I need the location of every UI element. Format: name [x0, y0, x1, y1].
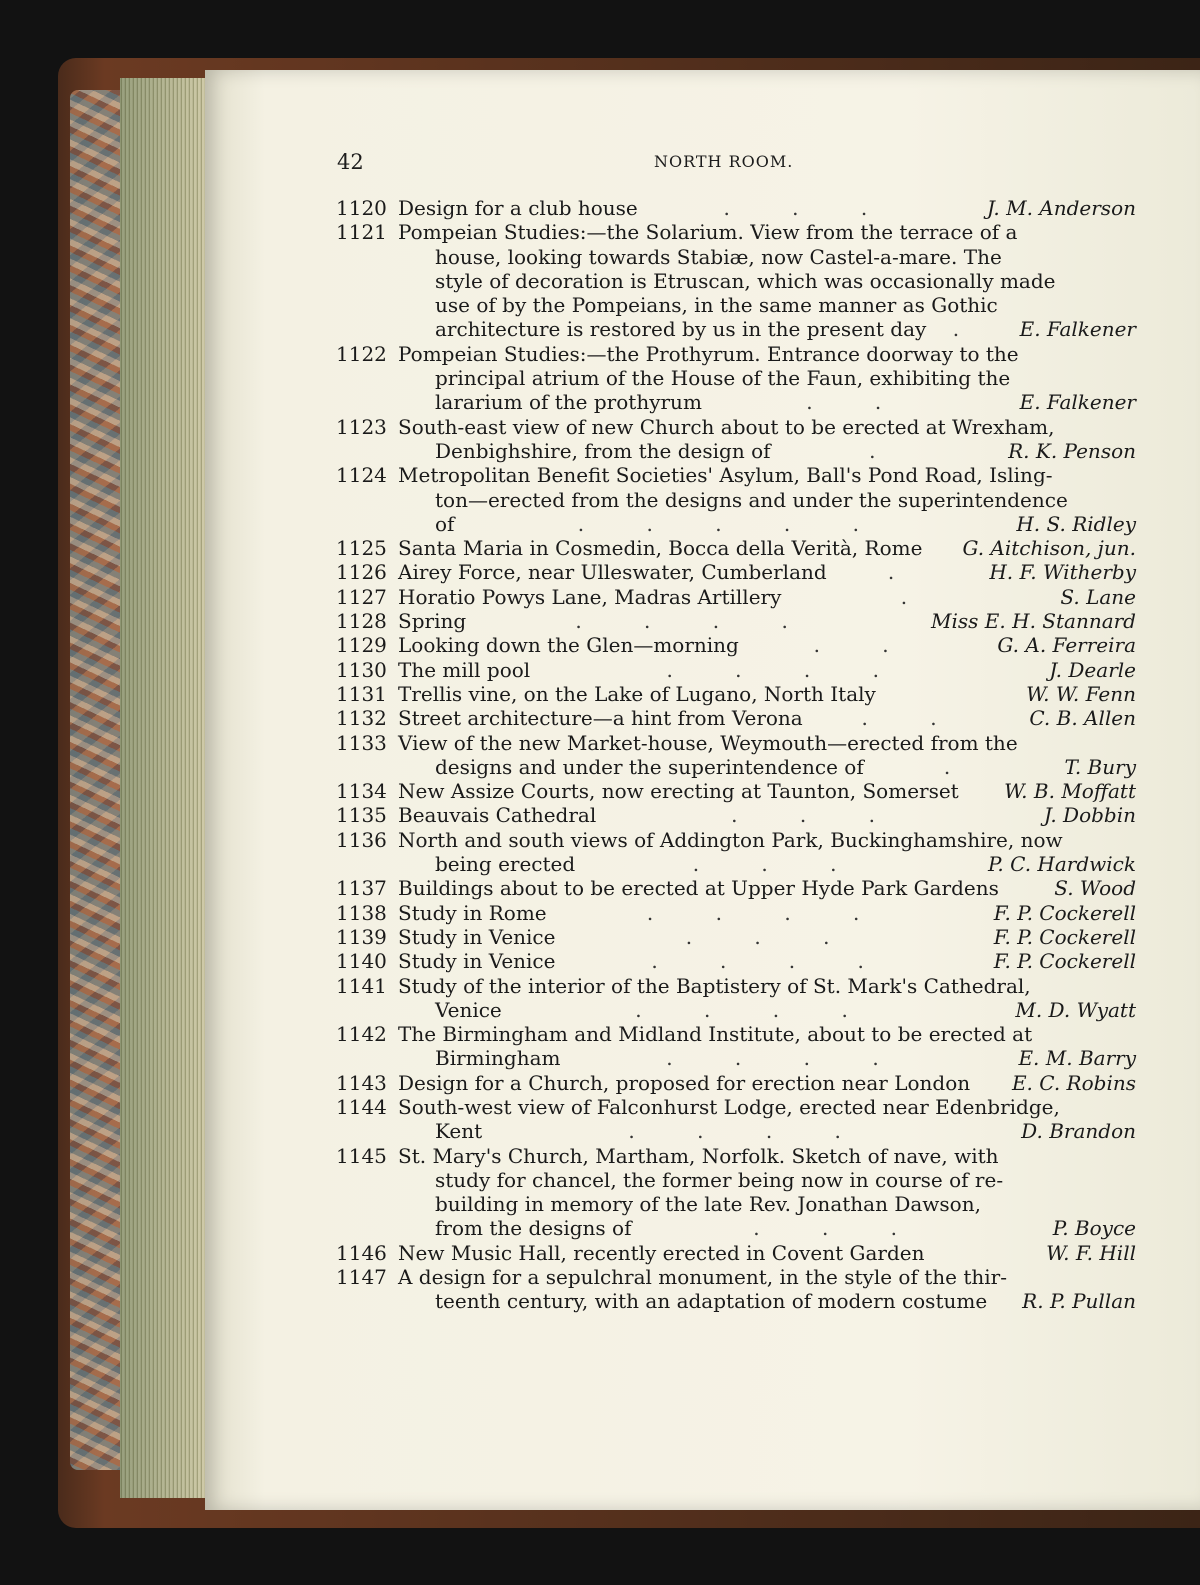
catalogue-entry [336, 560, 1136, 584]
entry-title-text: being erected [435, 852, 576, 877]
artist-name: E. Falkener [1019, 317, 1136, 342]
leader-dots: . . . [685, 924, 858, 949]
catalogue-entry [336, 876, 1136, 900]
catalogue-entry [336, 415, 1136, 464]
leader-dots: . . [813, 633, 917, 658]
entry-title-text: Design for a Church, proposed for erection near London [398, 1070, 971, 1095]
entry-number: 1125 [336, 536, 387, 561]
entry-title-text: of [435, 511, 455, 536]
entry-title-text: Denbighshire, from the design of [435, 438, 771, 463]
leader-dots: . . [861, 706, 965, 731]
catalogue-entry [336, 1265, 1136, 1314]
entry-title-text: Study of the interior of the Baptistery of St. Mark's Cathedral, [398, 973, 1031, 998]
entry-line [398, 852, 1136, 876]
leader-dots: . . . . [635, 997, 876, 1022]
entry-number: 1135 [336, 803, 387, 828]
entry-number: 1133 [336, 730, 387, 755]
leader-dots: . . . . [666, 657, 907, 682]
leader-dots: . . . . . [577, 511, 887, 536]
running-head: NORTH ROOM. [654, 152, 794, 171]
entry-title-text: Horatio Powys Lane, Madras Artillery [398, 584, 782, 609]
entry-title-text: house, looking towards Stabiæ, now Castel-a-mare. The [435, 244, 1002, 269]
catalogue-entry [336, 1022, 1136, 1071]
artist-name: F. P. Cockerell [993, 900, 1136, 925]
catalogue-entry [336, 1241, 1136, 1265]
entry-title-text: style of decoration is Etruscan, which was occasionally made [435, 268, 1056, 293]
artist-name: S. Lane [1060, 584, 1136, 609]
entry-title-text: Pompeian Studies:—the Solarium. View from the terrace of a [398, 220, 1018, 245]
leader-dots: . [869, 438, 904, 463]
entry-title-text: South-west view of Falconhurst Lodge, erected near Edenbridge, [398, 1094, 1060, 1119]
entry-number: 1124 [336, 463, 387, 488]
entry-title-text: Venice [435, 997, 502, 1022]
leader-dots: . . . [753, 1216, 926, 1241]
entry-line [398, 196, 1136, 220]
entry-line [398, 1265, 1136, 1289]
entry-title-text: The mill pool [398, 657, 531, 682]
entry-title-text: use of by the Pompeians, in the same manner as Gothic [435, 293, 998, 318]
artist-name: H. S. Ridley [1016, 511, 1136, 536]
leader-dots: . [887, 560, 923, 585]
entry-line [398, 633, 1136, 657]
entry-title-text: View of the new Market-house, Weymouth—erected from the [398, 730, 1018, 755]
catalogue-entry [336, 220, 1136, 341]
entry-number: 1146 [336, 1240, 387, 1265]
entry-line [398, 1071, 1136, 1095]
entry-title-text: Study in Venice [398, 949, 556, 974]
entry-line [398, 269, 1136, 293]
entry-line [398, 439, 1136, 463]
entry-title-text: The Birmingham and Midland Institute, about to be erected at [398, 1022, 1033, 1047]
entry-line [398, 366, 1136, 390]
entry-number: 1130 [336, 657, 387, 682]
catalogue-entry [336, 1144, 1136, 1241]
leader-dots: . . . . [651, 949, 892, 974]
entry-line [398, 1095, 1136, 1119]
entry-number: 1122 [336, 341, 387, 366]
entry-title-text: lararium of the prothyrum [435, 390, 702, 415]
entry-line [398, 1216, 1136, 1240]
catalogue-entry [336, 658, 1136, 682]
page-edges [120, 78, 210, 1498]
entry-title-text: teenth century, with an adaptation of modern costume [435, 1289, 988, 1314]
entry-title-text: Design for a club house [398, 196, 638, 220]
leader-dots: . . [806, 390, 910, 415]
entry-title-text: principal atrium of the House of the Faun, exhibiting the [435, 366, 1011, 391]
artist-name: F. P. Cockerell [993, 924, 1136, 949]
catalogue-entry [336, 196, 1136, 220]
artist-name: M. D. Wyatt [1015, 997, 1136, 1022]
entry-number: 1131 [336, 681, 387, 706]
catalogue-entry [336, 731, 1136, 780]
entry-line [398, 1046, 1136, 1070]
entry-title-text: A design for a sepulchral monument, in the style of the thir- [398, 1265, 1007, 1290]
entry-title-text: designs and under the superintendence of [435, 754, 864, 779]
entry-title-text: North and south views of Addington Park, Buckinghamshire, now [398, 827, 1063, 852]
entry-number: 1136 [336, 827, 387, 852]
entry-title-text: Spring [398, 609, 467, 634]
catalogue-entry [336, 585, 1136, 609]
entry-line [398, 1289, 1136, 1313]
artist-name: R. P. Pullan [1022, 1289, 1136, 1314]
leader-dots: . . . [692, 852, 865, 877]
entry-line [398, 682, 1136, 706]
artist-name: H. F. Witherby [989, 560, 1136, 585]
catalogue-entry [336, 974, 1136, 1023]
entry-title-text: Trellis vine, on the Lake of Lugano, North Italy [398, 681, 876, 706]
entry-line [398, 317, 1136, 341]
leader-dots: . [900, 584, 936, 609]
entry-number: 1129 [336, 633, 387, 658]
artist-name: J. M. Anderson [986, 196, 1136, 220]
artist-name: W. F. Hill [1046, 1240, 1136, 1265]
entry-number: 1134 [336, 779, 387, 804]
entry-number: 1144 [336, 1094, 387, 1119]
entry-number: 1120 [336, 196, 387, 220]
entry-line [398, 293, 1136, 317]
entry-line [398, 1192, 1136, 1216]
entry-title-text: Kent [435, 1119, 483, 1144]
catalogue-entry [336, 342, 1136, 415]
entry-title-text: New Assize Courts, now erecting at Taunton, Somerset [398, 779, 959, 804]
artist-name: E. M. Barry [1018, 1046, 1136, 1071]
entry-number: 1132 [336, 706, 387, 731]
entry-number: 1141 [336, 973, 387, 998]
entry-line [398, 949, 1136, 973]
artist-name: Miss E. H. Stannard [931, 609, 1136, 634]
entry-number: 1128 [336, 609, 387, 634]
catalogue-entry [336, 536, 1136, 560]
entry-number: 1147 [336, 1265, 387, 1290]
entry-number: 1123 [336, 414, 387, 439]
entry-title-text: St. Mary's Church, Martham, Norfolk. Sketch of nave, with [398, 1143, 999, 1168]
entry-number: 1127 [336, 584, 387, 609]
entry-line [398, 585, 1136, 609]
entry-title-text: Study in Rome [398, 900, 547, 925]
catalogue-entry [336, 779, 1136, 803]
catalogue-list [336, 196, 1136, 1314]
artist-name: J. Dobbin [1043, 803, 1136, 828]
entry-title-text: Pompeian Studies:—the Prothyrum. Entrance doorway to the [398, 341, 1019, 366]
entry-number: 1143 [336, 1070, 387, 1095]
entry-title-text: Study in Venice [398, 924, 556, 949]
catalogue-entry [336, 609, 1136, 633]
entry-line [398, 512, 1136, 536]
entry-line [398, 658, 1136, 682]
entry-title-text: Santa Maria in Cosmedin, Bocca della Verità, Rome [398, 536, 923, 561]
catalogue-entry [336, 901, 1136, 925]
artist-name: T. Bury [1064, 754, 1136, 779]
leader-dots: . . . . [646, 900, 888, 925]
leader-dots: . . . . [666, 1046, 907, 1071]
entry-title-text: study for chancel, the former being now in course of re- [435, 1167, 1004, 1192]
entry-line [398, 828, 1136, 852]
leader-dots: . [952, 317, 988, 342]
page-header [0, 150, 1200, 180]
catalogue-entry [336, 706, 1136, 730]
artist-name: S. Wood [1054, 876, 1136, 901]
entry-line [398, 1022, 1136, 1046]
catalogue-entry [336, 925, 1136, 949]
entry-line [398, 560, 1136, 584]
artist-name: R. K. Penson [1008, 438, 1136, 463]
entry-line [398, 488, 1136, 512]
artist-name: D. Brandon [1021, 1119, 1136, 1144]
catalogue-entry [336, 633, 1136, 657]
entry-number: 1137 [336, 876, 387, 901]
entry-title-text: Birmingham [435, 1046, 561, 1071]
entry-title-text: building in memory of the late Rev. Jonathan Dawson, [435, 1192, 981, 1217]
catalogue-entry [336, 1095, 1136, 1144]
entry-title-text: Airey Force, near Ulleswater, Cumberland [398, 560, 827, 585]
entry-line [398, 998, 1136, 1022]
entry-number: 1126 [336, 560, 387, 585]
entry-line [398, 706, 1136, 730]
entry-title-text: Beauvais Cathedral [398, 803, 597, 828]
entry-line [398, 536, 1136, 560]
artist-name: C. B. Allen [1029, 706, 1136, 731]
entry-number: 1142 [336, 1022, 387, 1047]
artist-name: P. C. Hardwick [988, 852, 1136, 877]
entry-line [398, 609, 1136, 633]
entry-line [398, 974, 1136, 998]
artist-name: G. A. Ferreira [997, 633, 1136, 658]
entry-line [398, 779, 1136, 803]
artist-name: E. Falkener [1019, 390, 1136, 415]
entry-line [398, 803, 1136, 827]
entry-line [398, 876, 1136, 900]
entry-title-text: New Music Hall, recently erected in Covent Garden [398, 1240, 925, 1265]
entry-title-text: Looking down the Glen—morning [398, 633, 739, 658]
entry-title-text: Metropolitan Benefit Societies' Asylum, Ball's Pond Road, Isling- [398, 463, 1053, 488]
entry-title-text: ton—erected from the designs and under the superintendence [435, 487, 1068, 512]
entry-line [398, 463, 1136, 487]
entry-line [398, 220, 1136, 244]
leader-dots: . . . . [628, 1119, 869, 1144]
entry-line [398, 901, 1136, 925]
entry-number: 1139 [336, 924, 387, 949]
entry-line [398, 245, 1136, 269]
entry-number: 1121 [336, 220, 387, 245]
entry-title-text: Buildings about to be erected at Upper Hyde Park Gardens [398, 876, 999, 901]
entry-line [398, 415, 1136, 439]
entry-title-text: South-east view of new Church about to be erected at Wrexham, [398, 414, 1055, 439]
entry-number: 1138 [336, 900, 387, 925]
leader-dots: . . . [731, 803, 903, 828]
entry-number: 1145 [336, 1143, 387, 1168]
entry-line [398, 342, 1136, 366]
artist-name: J. Dearle [1049, 657, 1136, 682]
entry-title-text: architecture is restored by us in the present day [435, 317, 927, 342]
entry-line [398, 731, 1136, 755]
entry-number: 1140 [336, 949, 387, 974]
catalogue-entry [336, 828, 1136, 877]
entry-line [398, 1119, 1136, 1143]
leader-dots: . [943, 754, 979, 779]
catalogue-entry [336, 949, 1136, 973]
artist-name: F. P. Cockerell [993, 949, 1136, 974]
entry-line [398, 1144, 1136, 1168]
catalogue-entry [336, 463, 1136, 536]
artist-name: E. C. Robins [1011, 1070, 1136, 1095]
catalogue-entry [336, 682, 1136, 706]
artist-name: G. Aitchison, jun. [962, 536, 1136, 561]
page-number: 42 [337, 150, 364, 174]
artist-name: P. Boyce [1052, 1216, 1136, 1241]
entry-line [398, 925, 1136, 949]
artist-name: W. B. Moffatt [1004, 779, 1136, 804]
catalogue-entry [336, 1071, 1136, 1095]
entry-line [398, 1168, 1136, 1192]
leader-dots: . . . [723, 196, 896, 220]
leader-dots: . . . . [575, 609, 816, 634]
entry-title-text: Street architecture—a hint from Verona [398, 706, 803, 731]
entry-line [398, 1241, 1136, 1265]
catalogue-entry [336, 803, 1136, 827]
artist-name: W. W. Fenn [1026, 681, 1136, 706]
entry-line [398, 755, 1136, 779]
entry-title-text: from the designs of [435, 1216, 632, 1241]
entry-line [398, 390, 1136, 414]
